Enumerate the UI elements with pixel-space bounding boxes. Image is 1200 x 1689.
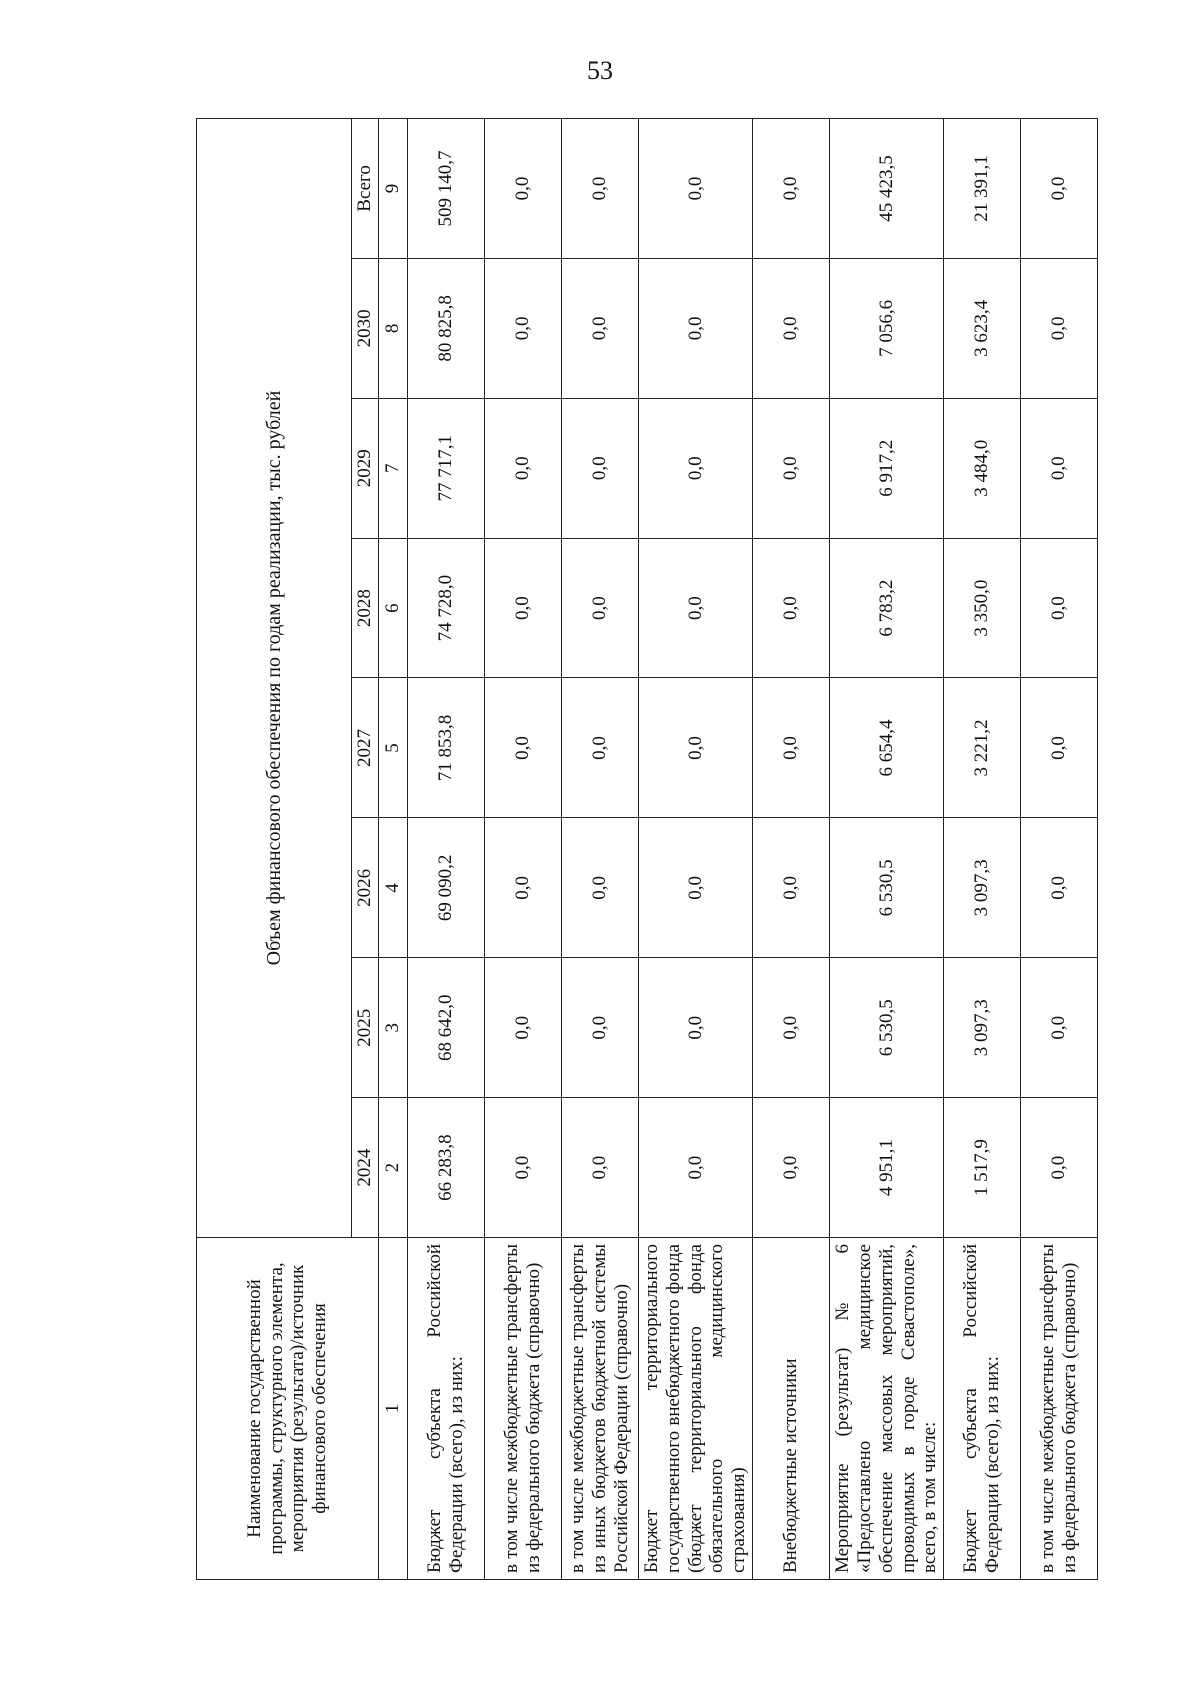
header-year: 2027 [352,678,379,818]
row-year-value: 0,0 [753,258,830,398]
row-year-value: 0,0 [753,1098,830,1238]
column-number: 5 [378,678,407,818]
column-number: 8 [378,258,407,398]
row-year-value: 80 825,8 [407,258,484,398]
row-year-value: 6 783,2 [830,538,944,678]
header-year: 2025 [352,958,379,1098]
row-year-value: 0,0 [484,958,561,1098]
row-year-value: 3 350,0 [944,538,1021,678]
row-year-value: 0,0 [753,398,830,538]
row-year-value: 0,0 [753,958,830,1098]
row-total-value: 0,0 [753,119,830,259]
table-body [407,119,1097,1580]
column-number: 7 [378,398,407,538]
row-year-value: 0,0 [638,818,752,958]
row-year-value: 6 530,5 [830,958,944,1098]
row-year-value: 68 642,0 [407,958,484,1098]
table-row [753,119,830,1580]
row-year-value: 0,0 [484,398,561,538]
row-year-value: 6 654,4 [830,678,944,818]
row-year-value: 0,0 [484,678,561,818]
row-year-value: 0,0 [753,818,830,958]
row-year-value: 0,0 [638,1098,752,1238]
row-source-name: в том числе межбюджетные трансферты из федерального бюджета (справочно) [484,1238,561,1580]
column-number: 4 [378,818,407,958]
row-total-value: 21 391,1 [944,119,1021,259]
row-year-value: 0,0 [561,958,638,1098]
row-year-value: 0,0 [561,678,638,818]
table-row [561,119,638,1580]
header-total: Всего [352,119,379,259]
header-name-column: Наименование государственной программы, структурного элемента, мероприятия (результата)/источник финансового обеспечения [197,1238,379,1580]
row-year-value: 3 097,3 [944,958,1021,1098]
row-year-value: 1 517,9 [944,1098,1021,1238]
row-year-value: 74 728,0 [407,538,484,678]
row-year-value: 0,0 [1021,1098,1098,1238]
row-year-value: 0,0 [638,958,752,1098]
row-year-value: 66 283,8 [407,1098,484,1238]
row-year-value: 0,0 [561,258,638,398]
row-year-value: 0,0 [1021,678,1098,818]
table-row [484,119,561,1580]
row-year-value: 0,0 [561,398,638,538]
row-year-value: 0,0 [484,1098,561,1238]
header-year: 2030 [352,258,379,398]
row-year-value: 0,0 [484,818,561,958]
column-number: 1 [378,1238,407,1580]
row-year-value: 0,0 [638,258,752,398]
header-year: 2026 [352,818,379,958]
rotated-table-container [196,118,1081,1580]
row-year-value: 0,0 [1021,958,1098,1098]
row-year-value: 0,0 [638,538,752,678]
row-year-value: 3 221,2 [944,678,1021,818]
column-number: 6 [378,538,407,678]
row-total-value: 0,0 [561,119,638,259]
table-row [638,119,752,1580]
row-total-value: 0,0 [484,119,561,259]
row-source-name: Бюджет территориального государственного внебюджетного фонда (бюджет территориального фонда обязательного медицинского страхования) [638,1238,752,1580]
table-row [944,119,1021,1580]
row-year-value: 69 090,2 [407,818,484,958]
row-source-name: Внебюджетные источники [753,1238,830,1580]
column-number: 2 [378,1098,407,1238]
header-year: 2028 [352,538,379,678]
row-year-value: 3 097,3 [944,818,1021,958]
row-year-value: 0,0 [638,398,752,538]
financing-table [196,118,1098,1580]
row-year-value: 77 717,1 [407,398,484,538]
row-source-name: Бюджет субъекта Российской Федерации (всего), из них: [407,1238,484,1580]
page-number: 53 [587,56,613,85]
header-volume-title: Объем финансового обеспечения по годам реализации, тыс. рублей [197,119,352,1238]
header-year: 2024 [352,1098,379,1238]
row-source-name: Мероприятие (результат) № 6 «Предоставлено медицинское обеспечение массовых мероприятий, проводимых в городе Севастополе», всего, в том числе: [830,1238,944,1580]
row-year-value: 6 530,5 [830,818,944,958]
row-year-value: 0,0 [753,678,830,818]
row-year-value: 3 484,0 [944,398,1021,538]
row-year-value: 0,0 [561,1098,638,1238]
column-number: 3 [378,958,407,1098]
row-source-name: в том числе межбюджетные трансферты из федерального бюджета (справочно) [1021,1238,1098,1580]
row-year-value: 0,0 [1021,398,1098,538]
header-year: 2029 [352,398,379,538]
row-year-value: 7 056,6 [830,258,944,398]
row-year-value: 6 917,2 [830,398,944,538]
row-year-value: 0,0 [1021,538,1098,678]
table-row [830,119,944,1580]
row-year-value: 0,0 [1021,258,1098,398]
row-source-name: Бюджет субъекта Российской Федерации (всего), из них: [944,1238,1021,1580]
row-year-value: 0,0 [638,678,752,818]
table-row [1021,119,1098,1580]
row-year-value: 0,0 [561,538,638,678]
row-total-value: 0,0 [1021,119,1098,259]
row-year-value: 0,0 [753,538,830,678]
row-year-value: 4 951,1 [830,1098,944,1238]
row-year-value: 0,0 [484,538,561,678]
row-year-value: 71 853,8 [407,678,484,818]
row-total-value: 45 423,5 [830,119,944,259]
row-year-value: 0,0 [561,818,638,958]
row-total-value: 0,0 [638,119,752,259]
row-year-value: 0,0 [484,258,561,398]
column-number: 9 [378,119,407,259]
table-row [407,119,484,1580]
row-year-value: 3 623,4 [944,258,1021,398]
row-total-value: 509 140,7 [407,119,484,259]
row-source-name: в том числе межбюджетные трансферты из иных бюджетов бюджетной системы Российской Федерации (справочно) [561,1238,638,1580]
row-year-value: 0,0 [1021,818,1098,958]
